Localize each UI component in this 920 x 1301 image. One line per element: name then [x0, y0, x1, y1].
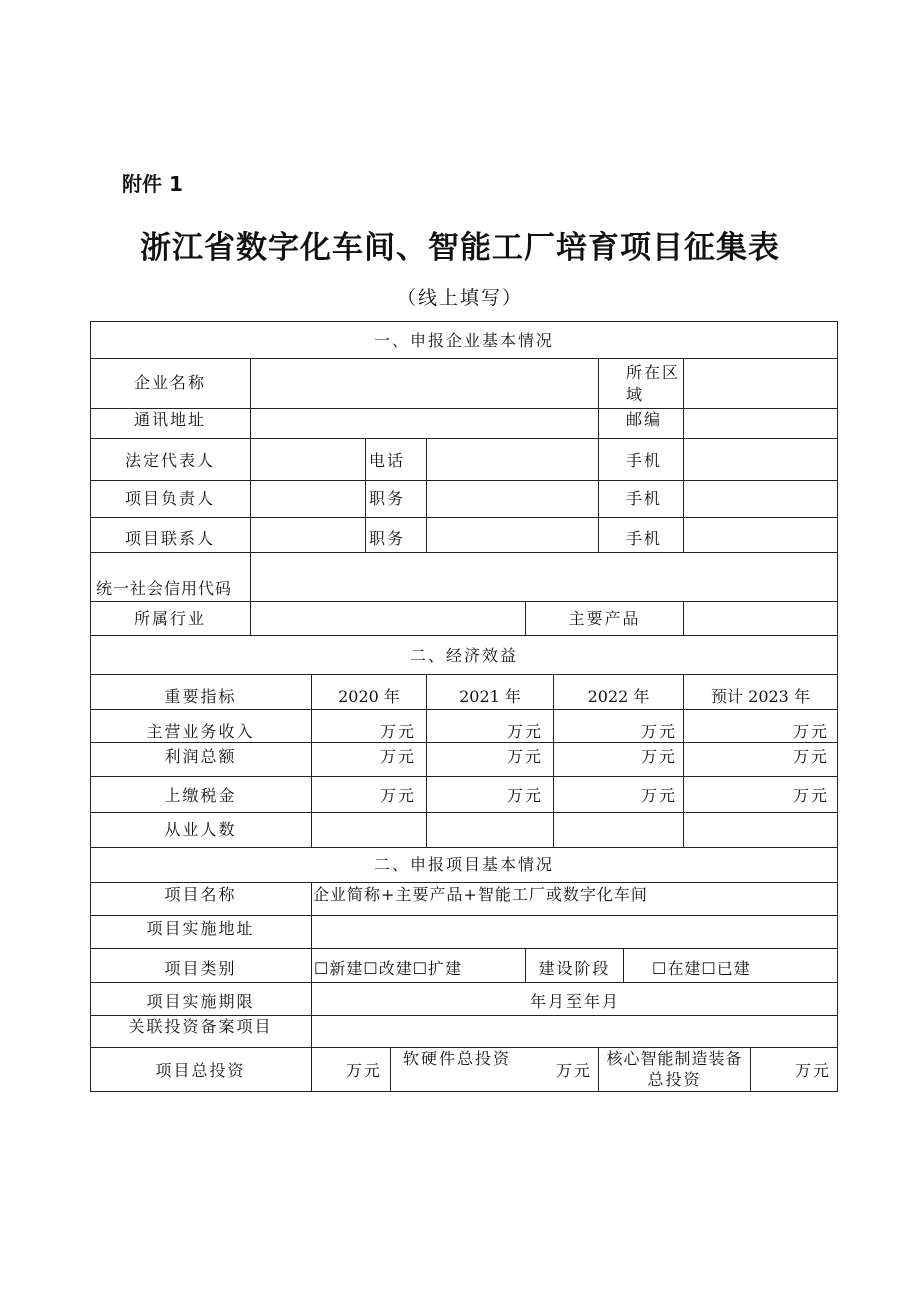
profit-2023-cell[interactable]: 万元 [792, 747, 829, 766]
label-mobile-contact: 手机 [626, 529, 663, 548]
tax-2022-cell[interactable]: 万元 [640, 786, 677, 805]
employees-2020-cell[interactable] [312, 813, 426, 847]
row-label-tax: 上缴税金 [164, 786, 237, 805]
profit-2022-cell[interactable]: 万元 [640, 747, 677, 766]
section-heading-project-info: 二、申报项目基本情况 [373, 855, 554, 874]
total-investment-field[interactable]: 万元 [345, 1061, 382, 1080]
company-name-field[interactable] [251, 359, 598, 408]
profit-2021-cell[interactable]: 万元 [506, 747, 543, 766]
position-field-lead[interactable] [427, 481, 598, 517]
revenue-2023-cell[interactable]: 万元 [792, 722, 829, 741]
main-products-field[interactable] [684, 602, 837, 635]
col-header-indicator: 重要指标 [164, 687, 237, 706]
label-postcode: 邮编 [626, 410, 663, 429]
col-header-2023: 预计 2023 年 [711, 687, 810, 706]
section-heading-basic-info: 一、申报企业基本情况 [373, 331, 554, 350]
label-project-lead: 项目负责人 [124, 489, 215, 508]
label-legal-rep: 法定代表人 [124, 451, 215, 470]
region-field[interactable] [684, 359, 837, 408]
project-lead-field[interactable] [251, 481, 365, 517]
label-project-period: 项目实施期限 [146, 992, 255, 1011]
industry-field[interactable] [251, 602, 525, 635]
project-contact-field[interactable] [251, 518, 365, 552]
label-company-name: 企业名称 [133, 373, 206, 392]
label-filing-project: 关联投资备案项目 [128, 1017, 273, 1036]
label-position-contact: 职务 [369, 529, 406, 548]
label-project-type: 项目类别 [164, 959, 237, 978]
label-industry: 所属行业 [133, 609, 206, 628]
row-label-employees: 从业人数 [164, 820, 237, 839]
project-period-field[interactable]: 年月至年月 [529, 992, 620, 1011]
employees-2022-cell[interactable] [554, 813, 683, 847]
core-equipment-investment-field[interactable]: 万元 [794, 1061, 831, 1080]
label-build-stage: 建设阶段 [538, 959, 611, 978]
section-heading-economic: 二、经济效益 [409, 646, 518, 665]
row-label-revenue: 主营业务收入 [146, 722, 255, 741]
document-subtitle: （线上填写） [396, 287, 523, 309]
tax-2020-cell[interactable]: 万元 [379, 786, 416, 805]
label-main-products: 主要产品 [568, 609, 641, 628]
attachment-label: 附件 1 [122, 172, 183, 196]
filing-project-field[interactable] [312, 1016, 837, 1047]
col-header-2021: 2021 年 [459, 687, 521, 706]
mobile-field-legal[interactable] [684, 439, 837, 480]
label-phone: 电话 [369, 451, 406, 470]
credit-code-field[interactable] [251, 553, 837, 601]
address-field[interactable] [251, 409, 598, 438]
position-field-contact[interactable] [427, 518, 598, 552]
label-region: 所在区域 [626, 363, 681, 404]
label-address: 通讯地址 [133, 410, 206, 429]
legal-rep-field[interactable] [251, 439, 365, 480]
tax-2021-cell[interactable]: 万元 [506, 786, 543, 805]
revenue-2022-cell[interactable]: 万元 [640, 722, 677, 741]
label-mobile-legal: 手机 [626, 451, 663, 470]
row-label-profit: 利润总额 [164, 747, 237, 766]
label-project-name: 项目名称 [164, 885, 237, 904]
profit-2020-cell[interactable]: 万元 [379, 747, 416, 766]
project-type-checkboxes[interactable]: ☐新建☐改建☐扩建 [314, 959, 463, 978]
label-credit-code: 统一社会信用代码 [96, 579, 233, 598]
col-header-2022: 2022 年 [587, 687, 650, 706]
project-address-field[interactable] [312, 916, 837, 948]
employees-2021-cell[interactable] [427, 813, 553, 847]
phone-field[interactable] [427, 439, 598, 480]
label-project-contact: 项目联系人 [124, 529, 215, 548]
label-total-investment: 项目总投资 [155, 1061, 246, 1080]
revenue-2021-cell[interactable]: 万元 [506, 722, 543, 741]
label-mobile-lead: 手机 [626, 489, 663, 508]
col-header-2020: 2020 年 [338, 687, 400, 706]
application-form-table [90, 321, 838, 1092]
label-core-equipment-line2: 总投资 [647, 1070, 702, 1089]
label-position-lead: 职务 [369, 489, 406, 508]
tax-2023-cell[interactable]: 万元 [792, 786, 829, 805]
mobile-field-lead[interactable] [684, 481, 837, 517]
document-title: 浙江省数字化车间、智能工厂培育项目征集表 [140, 230, 780, 266]
label-hw-sw-investment: 软硬件总投资 [403, 1049, 512, 1068]
employees-2023-cell[interactable] [684, 813, 837, 847]
postcode-field[interactable] [684, 409, 837, 438]
project-name-field[interactable]: 企业简称+主要产品+智能工厂或数字化车间 [313, 885, 648, 904]
hw-sw-investment-field[interactable]: 万元 [555, 1061, 592, 1080]
build-stage-checkboxes[interactable]: ☐在建☐已建 [652, 959, 751, 978]
revenue-2020-cell[interactable]: 万元 [379, 722, 416, 741]
mobile-field-contact[interactable] [684, 518, 837, 552]
label-core-equipment-line1: 核心智能制造装备 [606, 1049, 743, 1068]
label-project-address: 项目实施地址 [146, 919, 255, 938]
